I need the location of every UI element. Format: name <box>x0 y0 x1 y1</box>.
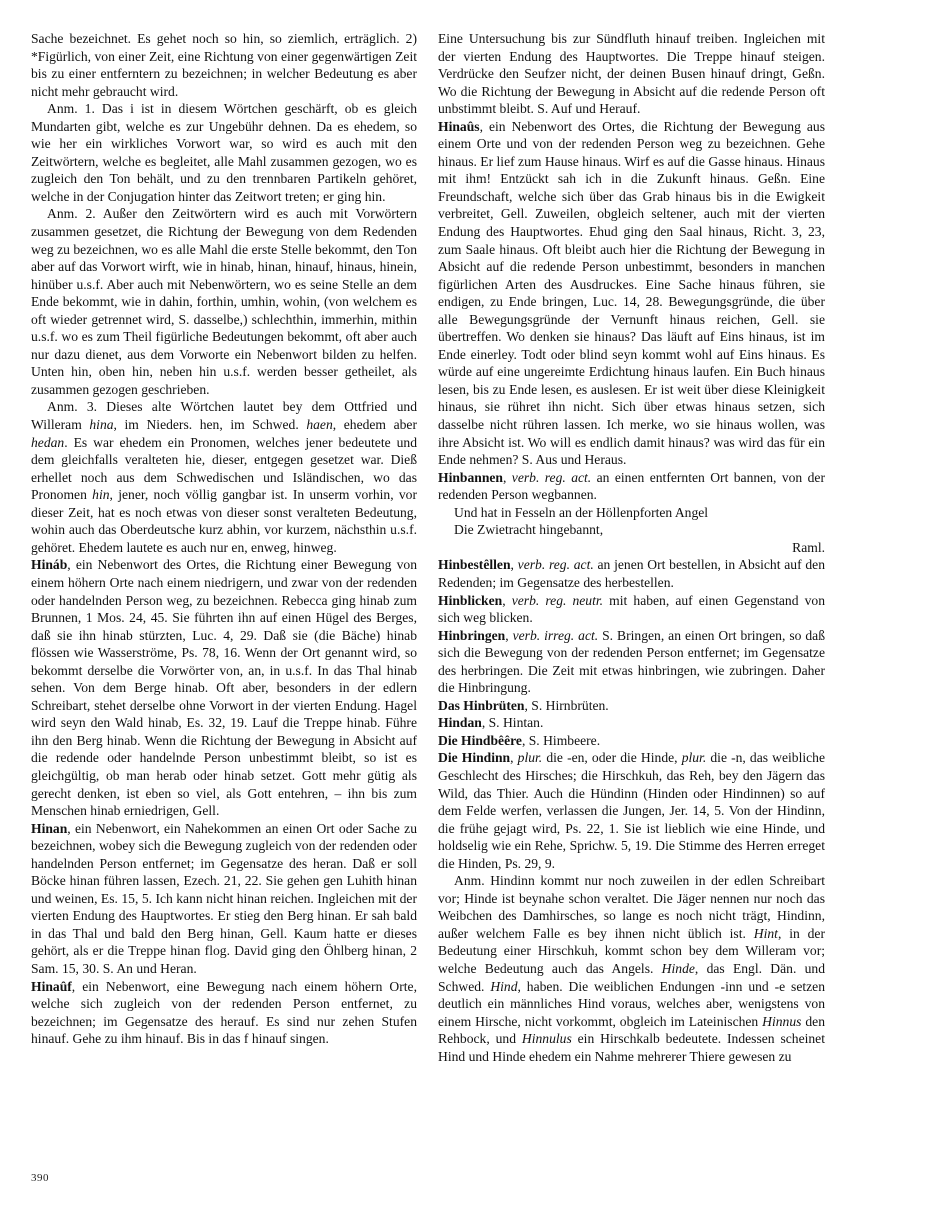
italic-term: verb. reg. act. <box>517 557 594 573</box>
paragraph <box>438 732 825 750</box>
text-run: Anm. Hindinn kommt nur noch zuweilen in der edlen Schreibart vor; Hinde ist beynahe schon veraltet. Die Jäger nennen nur noch das Weibchen des Damhirsches, so lange es noch nicht trägt, Hindinn, außer welchem Falle es bey ihnen nicht üblich ist. <box>438 873 825 941</box>
italic-term: verb. reg. neutr. <box>511 592 604 608</box>
text-run: Anm. 2. Außer den Zeitwörtern wird es auch mit Vorwörtern zusammen gesetzet, die Richtung der Bewegung von dem Redenden weg zu bezeichnen, wo es alle Mahl die erste Stelle bekommt, den Ton aber auf das Vorwort wirft, wie in hinab, hinan, hinauf, hinaus, hinein, hinüber u.s.f. Aber auch mit Nebenwörtern, wo es seine Stelle an dem Ende bekommt, wie in dahin, forthin, umhin, wohin, (von welchem es oft wieder getrennet wird, S. dasselbe,) schlechthin, immerhin, mithin u.s.f. wo es zum Theil figürliche Bedeutungen bekommt, oft aber auch nur dazu dienet, aus dem Vorworte ein Nebenwort bilden zu helfen. Unten hin, oben hin, neben hin u.s.f. werden besser getheilet, als zusammen gezogen geschrieben. <box>31 206 417 397</box>
italic-term: Hinnus <box>762 1013 802 1029</box>
italic-term: hin <box>92 487 110 503</box>
entry-headword: Hinaûf <box>31 978 72 994</box>
text-run: an einen entfernten Ort bannen, von der redenden Person wegbannen. <box>438 469 825 503</box>
italic-term: Hint <box>753 925 778 941</box>
paragraph <box>438 592 825 627</box>
text-run: , haben. Die weiblichen Endungen -inn und -e setzen deutlich ein männliches Hind voraus, welches aber, wenigstens von einem Hirsche, nicht vorkommt, obgleich im Lateinischen <box>438 978 826 1029</box>
paragraph <box>438 749 825 872</box>
text-run: Die Zwietracht hingebannt, <box>454 522 604 538</box>
paragraph <box>438 872 825 1065</box>
entry-headword: Die Hindinn <box>438 750 511 766</box>
italic-term: haen <box>306 417 333 433</box>
paragraph <box>31 556 417 819</box>
text-run: , <box>510 557 518 573</box>
paragraph <box>31 398 417 556</box>
entry-headword: Hinblicken <box>438 592 503 608</box>
text-run: . Es war ehedem ein Pronomen, welches jener bedeutete und dem gleichfalls veralteten hie, dieser, entgegen gesetzet war. Dieß erhellet noch aus dem Schwedischen und Isländischen, wo das Pronomen <box>31 434 417 503</box>
paragraph <box>438 697 825 715</box>
text-run: ein Hirschkalb bedeutete. Indessen scheinet Hind und Hinde ehedem ein Nahme mehrerer Thiere gewesen zu <box>438 1031 825 1064</box>
verse-line <box>454 504 825 522</box>
text-run: , ein Nebenwort des Ortes, die Richtung einer Bewegung von einem höhern Orte nach einem niedrigern, und zwar von der redenden oder handelnden Person weg, zu bezeichnen. Rebecca ging hinab zum Brunnen, 1 Mos. 24, 45. Sie führten ihn auf einen Hügel des Berges, daß sie ihn hinab stürzten, Luc. 4, 29. Daß sie (die Bäche) hinab flössen wie Wasserströme, Ps. 78, 16. Wenn der Ort genannt wird, so bekommt derselbe die Vorwörter von, an, in u.s.f. In das Thal hinab sehen. Von dem Berge hinab. Oft aber, besonders in der edlern Schreibart, stehet derselbe ohne Vorwort in der vierten Endung. Hagel wird seyn den Wald hinab, Es. 32, 19. Lauf die Treppe hinab. Führe ihn den Berg hinab. Wenn die Richtung der Bewegung in Absicht auf die redende oder handelnde Person unbestimmt bleibt, so ist es gleichgültig, ob man herab oder hinab setzet. Gott mehr gütig als gerecht denken, ist eben so viel, als Gott entehren, – ihn bis zum Menschen hinab erniedrigen, Gell. <box>31 557 417 819</box>
text-run: , ein Nebenwort des Ortes, die Richtung der Bewegung aus einem Orte und von der redenden Person weg zu bezeichnen. Gehe hinaus. Er lief zum Hause hinaus. Wirf es auf die Gasse hinaus. Hinaus mit ihm! Entzückt sah ich in die Zukunft hinaus. Geßn. Eine Freundschaft, welche sich über das Grab hinaus bis in die Ewigkeit verbreitet, Gell. Zuweilen, obgleich seltener, auch mit der vierten Endung des Hauptwortes. Ehud ging den Saal hinaus, Richt. 3, 23, zum Saale hinaus. Oft bleibt auch hier die Richtung der Bewegung in Absicht auf die redende Person unbestimmt, besonders in manchen figürlichen Arten des Ausdruckes. Eine Sache hinaus führen, sie endigen, zu Ende bringen, Luc. 14, 28. Bewegungsgründe, die über alle Bewegungsgründe der Vernunft hinaus reichen, Gell. sie übertreffen. Wo denken sie hinaus? Das läuft auf Eins hinaus, ist im Ende einerley. Todt oder blind seyn kommt wohl auf Eins hinaus. Es würde auf eine ungereimte Erdichtung hinaus laufen. Ein Buch hinaus lesen, bis zu Ende lesen, es auslesen. Er ist weit über diese Kleinigkeit hinaus, sie rühret ihn nicht. Sich über etwas hinaus setzen, sich dasselbe nicht rühren lassen. Ich merke, wo sie hinaus wollen, was ihre Absicht ist. Wo will es endlich damit hinaus? was wird das für ein Ende nehmen? S. Aus und Heraus. <box>438 118 825 468</box>
italic-term: Hinde <box>661 960 695 976</box>
italic-term: Hinnulus <box>521 1031 572 1047</box>
text-run: , ein Nebenwort, ein Nahekommen an einen Ort oder Sache zu bezeichnen, wobey sich die Bewegung zugleich von der redenden oder handelnden Person entfernet; im Gegensatze des heran. Daß er soll Böcke hinan führen lassen, Ezech. 21, 22. Sie gehen gen Luhith hinan und weinen, Es. 15, 5. Ich kann nicht hinan reichen. Ingleichen mit der vierten Endung des Hauptwortes. Er stieg den Berg hinan. Er sah bald in das Thal und bald den Berg hinan, Gell. Kaum hatte er dieses gehört, als er die Treppe hinan flog. David ging den Öhlberg hinan, 2 Sam. 15, 30. S. An und Heran. <box>31 820 417 976</box>
entry-headword: Hindan <box>438 715 482 731</box>
text-run: , <box>505 627 513 643</box>
text-run: Eine Untersuchung bis zur Sündfluth hinauf treiben. Ingleichen mit der vierten Endung des Hauptwortes. Die Treppe hinauf steigen. Verdrücke den Seufzer nicht, der deinen Busen hinauf dringt, Geßn. Wo die Richtung der Bewegung in Absicht auf die redende Person oft unbstimmt bleibt. S. Auf und Herauf. <box>438 31 825 117</box>
italic-term: verb. reg. act. <box>511 469 592 485</box>
text-run: , jener, noch völlig gangbar ist. In unserm vorhin, vor dieser Zeit, hat es noch etwas von dieser sonst veralteten Bedeutung, wohin auch das Oberdeutsche kurz abhin, vor kurzem, nächsthin u.s.f. gehöret. Ehedem lautete es auch nur en, enweg, hinweg. <box>31 487 418 555</box>
paragraph <box>438 118 825 469</box>
italic-term: hina <box>89 417 114 433</box>
entry-headword: Hináb <box>31 557 68 573</box>
entry-headword: Hinbringen <box>438 627 506 643</box>
text-run: an jenen Ort bestellen, in Absicht auf den Redenden; im Gegensatze des herbestellen. <box>438 557 826 590</box>
text-run: , S. Hirnbrüten. <box>524 697 609 713</box>
text-run: S. Bringen, an einen Ort bringen, so daß sich die Bewegung von der redenden Person entfernet; im Gegensatze des herbringen. Die Zeit mit etwas hinbringen, wie zubringen. Daher die Hinbringung. <box>438 627 825 696</box>
paragraph <box>31 978 417 1048</box>
italic-term: plur. <box>517 750 543 766</box>
paragraph <box>31 30 417 100</box>
paragraph <box>438 627 825 697</box>
entry-headword: Die Hindbêêre <box>438 732 522 748</box>
text-run: Anm. 1. Das i ist in diesem Wörtchen geschärft, ob es gleich Mundarten gibt, welche es zur Ungebühr dehnen. Da es ehedem, so wie her ein wirkliches Vorwort war, so wird es auch mit den Zeitwörtern, welche es begleitet, alle Mahl zusammen gezogen, wo es zugleich den Ton behält, und zu den trennbaren Partikeln gehöret, welche in der Conjugation hinter das Zeitwort treten; er ging hin. <box>31 101 417 204</box>
paragraph <box>438 30 825 118</box>
text-run: , in der Bedeutung einer Hirschkuh, kommt schon bey dem Willeram vor; welche Bedeutung auch das Angels. <box>438 925 825 976</box>
text-run: Sache bezeichnet. Es gehet noch so hin, so ziemlich, erträglich. 2) *Figürlich, von einer Zeit, eine Richtung von einer gegenwärtigen Zeit bis zu einer entferntern zu bezeichnen; in welcher Bedeutung es aber nicht mehr gebraucht wird. <box>31 31 417 99</box>
italic-term: plur. <box>681 750 707 766</box>
paragraph <box>31 205 417 398</box>
entry-headword: Das Hinbrüten <box>438 697 525 713</box>
entry-headword: Hinbestêllen <box>438 557 511 573</box>
text-run: , im Nieders. hen, im Schwed. <box>113 417 307 433</box>
text-run: Raml. <box>792 539 825 555</box>
italic-term: Hind <box>490 978 518 994</box>
text-run: , das Engl. Dän. und Schwed. <box>438 960 826 994</box>
text-run: die -en, oder die Hinde, <box>542 750 682 766</box>
text-run: mit haben, auf einen Gegenstand von sich weg blicken. <box>438 592 826 626</box>
paragraph <box>438 469 825 504</box>
paragraph <box>31 100 417 205</box>
entry-headword: Hinaûs <box>438 118 480 134</box>
text-run: , <box>502 592 512 608</box>
entry-headword: Hinbannen <box>438 469 503 485</box>
quote-attribution <box>438 539 825 557</box>
right-column <box>438 30 825 1065</box>
italic-term: hedan <box>31 434 65 450</box>
text-run: , S. Hintan. <box>481 715 544 731</box>
italic-term: verb. irreg. act. <box>512 627 599 643</box>
entry-headword: Hinan <box>31 820 68 836</box>
text-run: , ein Nebenwort, eine Bewegung nach einem höhern Orte, welche sich zugleich von der redenden Person entfernet, zu bezeichnen; im Gegensatze des herauf. Es sind nur zehen Stufen hinauf. Gehe zu ihm hinauf. Bis in das f hinauf singen. <box>31 978 417 1047</box>
text-run: , <box>502 469 512 485</box>
text-run: die -n, das weibliche Geschlecht des Hirsches; die Hirschkuh, das Reh, bey den Jägern das Wild, das Thier. Auch die Hündinn (Hinden oder Hindinnen) so auf dem Felde werfen, verlassen die Jungen, Jer. 14, 5. Von der Hindinn, die frühe gejagt wird, Ps. 22, 1. Sie ist lieblich wie eine Hinde, und holdselig wie ein Rehe, Sprichw. 5, 19. Die Stimme des Herren erreget die Hinden, Ps. 29, 9. <box>438 750 826 871</box>
text-run: , ehedem aber <box>332 417 417 433</box>
paragraph <box>438 714 825 732</box>
paragraph <box>31 820 417 978</box>
paragraph <box>438 556 825 591</box>
verse-line <box>454 521 825 539</box>
text-run: den Rehbock, und <box>438 1013 825 1047</box>
text-run: Und hat in Fesseln an der Höllenpforten Angel <box>454 504 709 520</box>
page-number: 390 <box>31 1172 49 1184</box>
text-run: Anm. 3. Dieses alte Wörtchen lautet bey dem Ottfried und Willeram <box>31 399 417 433</box>
text-run: , S. Himbeere. <box>521 732 601 748</box>
left-column <box>31 30 417 1048</box>
text-run: , <box>510 750 518 766</box>
